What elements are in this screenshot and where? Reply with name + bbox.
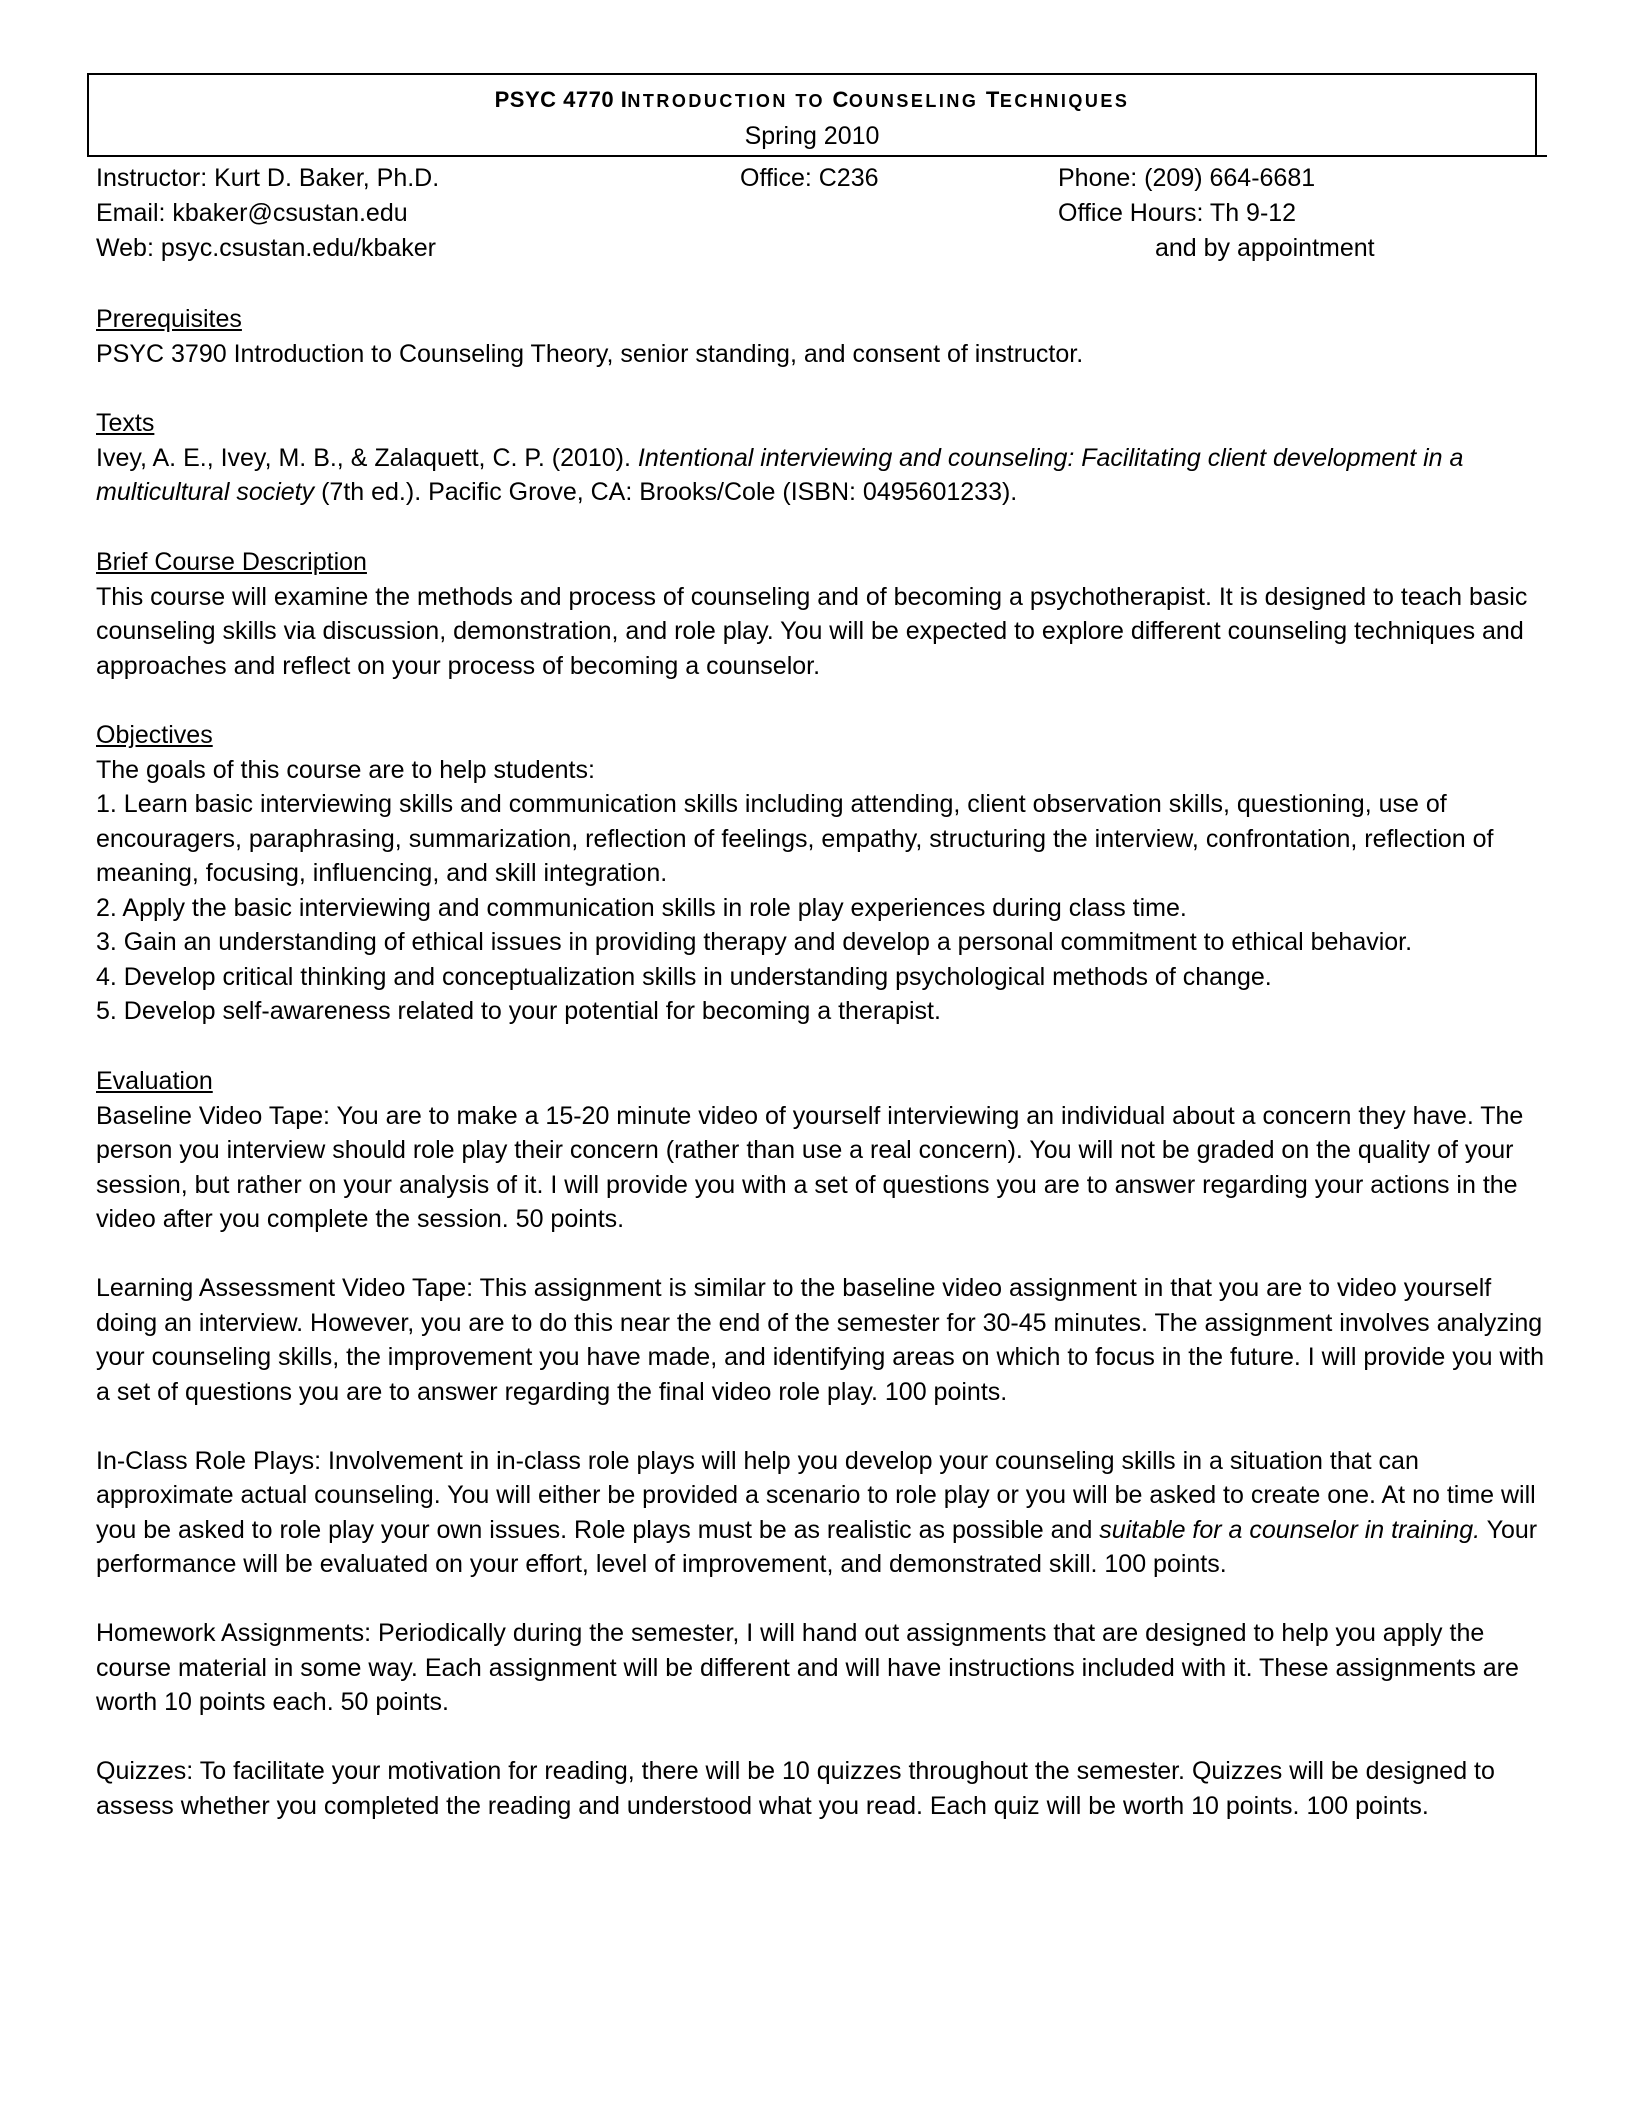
title-box-underline	[87, 155, 1547, 157]
quizzes-text: Quizzes: To facilitate your motivation for reading, there will be 10 quizzes throughout the semester. Quizzes will be designed to assess whether you completed the reading and understood what you read. Each quiz will be worth 10 points. 100 points.	[96, 1757, 1495, 1820]
course-title-box	[87, 73, 1537, 156]
instructor-email: Email: kbaker@csustan.edu	[96, 199, 408, 227]
textbook-title: Intentional interviewing and counseling: Facilitating client development in a multicultural society	[96, 443, 1464, 506]
prerequisites-heading: Prerequisites	[96, 305, 242, 333]
baseline-video-text: Baseline Video Tape: You are to make a 15-20 minute video of yourself interviewing an individual about a concern they have. The person you interview should role play their concern (rather than use a real concern). You will not be graded on the quality of your session, but rather on your analysis of it. I will provide you with a set of questions you are to answer regarding your actions in the video after you complete the session. 50 points.	[96, 1101, 1524, 1233]
course-term: Spring 2010	[744, 122, 880, 150]
instructor-phone: Phone: (209) 664-6681	[1058, 164, 1316, 192]
objective-item: 4. Develop critical thinking and conceptualization skills in understanding psychological methods of change.	[96, 962, 1272, 991]
office-hours: Office Hours: Th 9-12	[1058, 199, 1297, 227]
paragraph-gap	[96, 1582, 1546, 1617]
instructor-name: Instructor: Kurt D. Baker, Ph.D.	[96, 164, 440, 192]
course-title: PSYC 4770 INTRODUCTION TO COUNSELING TECHNIQUES	[494, 87, 1130, 112]
objective-item: 5. Develop self-awareness related to your potential for becoming a therapist.	[96, 997, 941, 1025]
textbook-citation: Ivey, A. E., Ivey, M. B., & Zalaquett, C. P. (2010). Intentional interviewing and counseling: Facilitating client development in a multicultural society (7th ed.). Pacific Grove, CA: Brooks/Cole (ISBN: 0495601233).	[96, 443, 1464, 506]
paragraph-gap	[96, 1409, 1546, 1444]
description-heading: Brief Course Description	[96, 548, 367, 576]
instructor-office: Office: C236	[740, 164, 879, 192]
objectives-heading: Objectives	[96, 721, 213, 749]
title-box-right-border	[1535, 73, 1537, 157]
description-text: This course will examine the methods and process of counseling and of becoming a psychotherapist. It is designed to teach basic counseling skills via discussion, demonstration, and role play. You will be expected to explore different counseling techniques and approaches and reflect on your process of becoming a counselor.	[96, 582, 1528, 680]
instructor-web: Web: psyc.csustan.edu/kbaker	[96, 234, 436, 262]
evaluation-section	[96, 1064, 1546, 1823]
objective-item: 3. Gain an understanding of ethical issues in providing therapy and develop a personal commitment to ethical behavior.	[96, 928, 1413, 956]
paragraph-gap	[96, 1237, 1546, 1272]
texts-heading: Texts	[96, 409, 155, 437]
paragraph-gap	[96, 1720, 1546, 1755]
evaluation-heading: Evaluation	[96, 1067, 213, 1095]
learning-assessment-text: Learning Assessment Video Tape: This assignment is similar to the baseline video assignment in that you are to video yourself doing an interview. However, you are to do this near the end of the semester for 30-45 minutes. The assignment involves analyzing your counseling skills, the improvement you have made, and identifying areas on which to focus in the future. I will provide you with a set of questions you are to answer regarding the final video role play. 100 points.	[96, 1274, 1544, 1406]
role-plays-text: In-Class Role Plays: Involvement in in-class role plays will help you develop your counseling skills in a situation that can approximate actual counseling. You will either be provided a scenario to role play or you will be asked to create one. At no time will you be asked to role play your own issues. Role plays must be as realistic as possible and suitable for a counselor in training. Your performance will be evaluated on your effort, level of improvement, and demonstrated skill. 100 points.	[96, 1446, 1538, 1578]
homework-text: Homework Assignments: Periodically during the semester, I will hand out assignments that are designed to help you apply the course material in some way. Each assignment will be different and will have instructions included with it. These assignments are worth 10 points each. 50 points.	[96, 1619, 1519, 1716]
prerequisites-text: PSYC 3790 Introduction to Counseling Theory, senior standing, and consent of instructor.	[96, 339, 1084, 368]
objective-item: 2. Apply the basic interviewing and communication skills in role play experiences during class time.	[96, 893, 1187, 922]
texts-section	[96, 406, 1546, 510]
course-code: PSYC 4770	[494, 87, 615, 112]
objective-item: 1. Learn basic interviewing skills and communication skills including attending, client observation skills, questioning, use of encouragers, paraphrasing, summarization, reflection of feelings, empathy, structuring the interview, confrontation, reflection of meaning, focusing, influencing, and skill integration.	[96, 790, 1494, 887]
prerequisites-section	[96, 302, 1546, 371]
description-section	[96, 545, 1546, 683]
objectives-section	[96, 718, 1546, 1029]
office-hours-appointment: and by appointment	[1155, 234, 1375, 262]
objectives-intro: The goals of this course are to help students:	[96, 755, 595, 784]
